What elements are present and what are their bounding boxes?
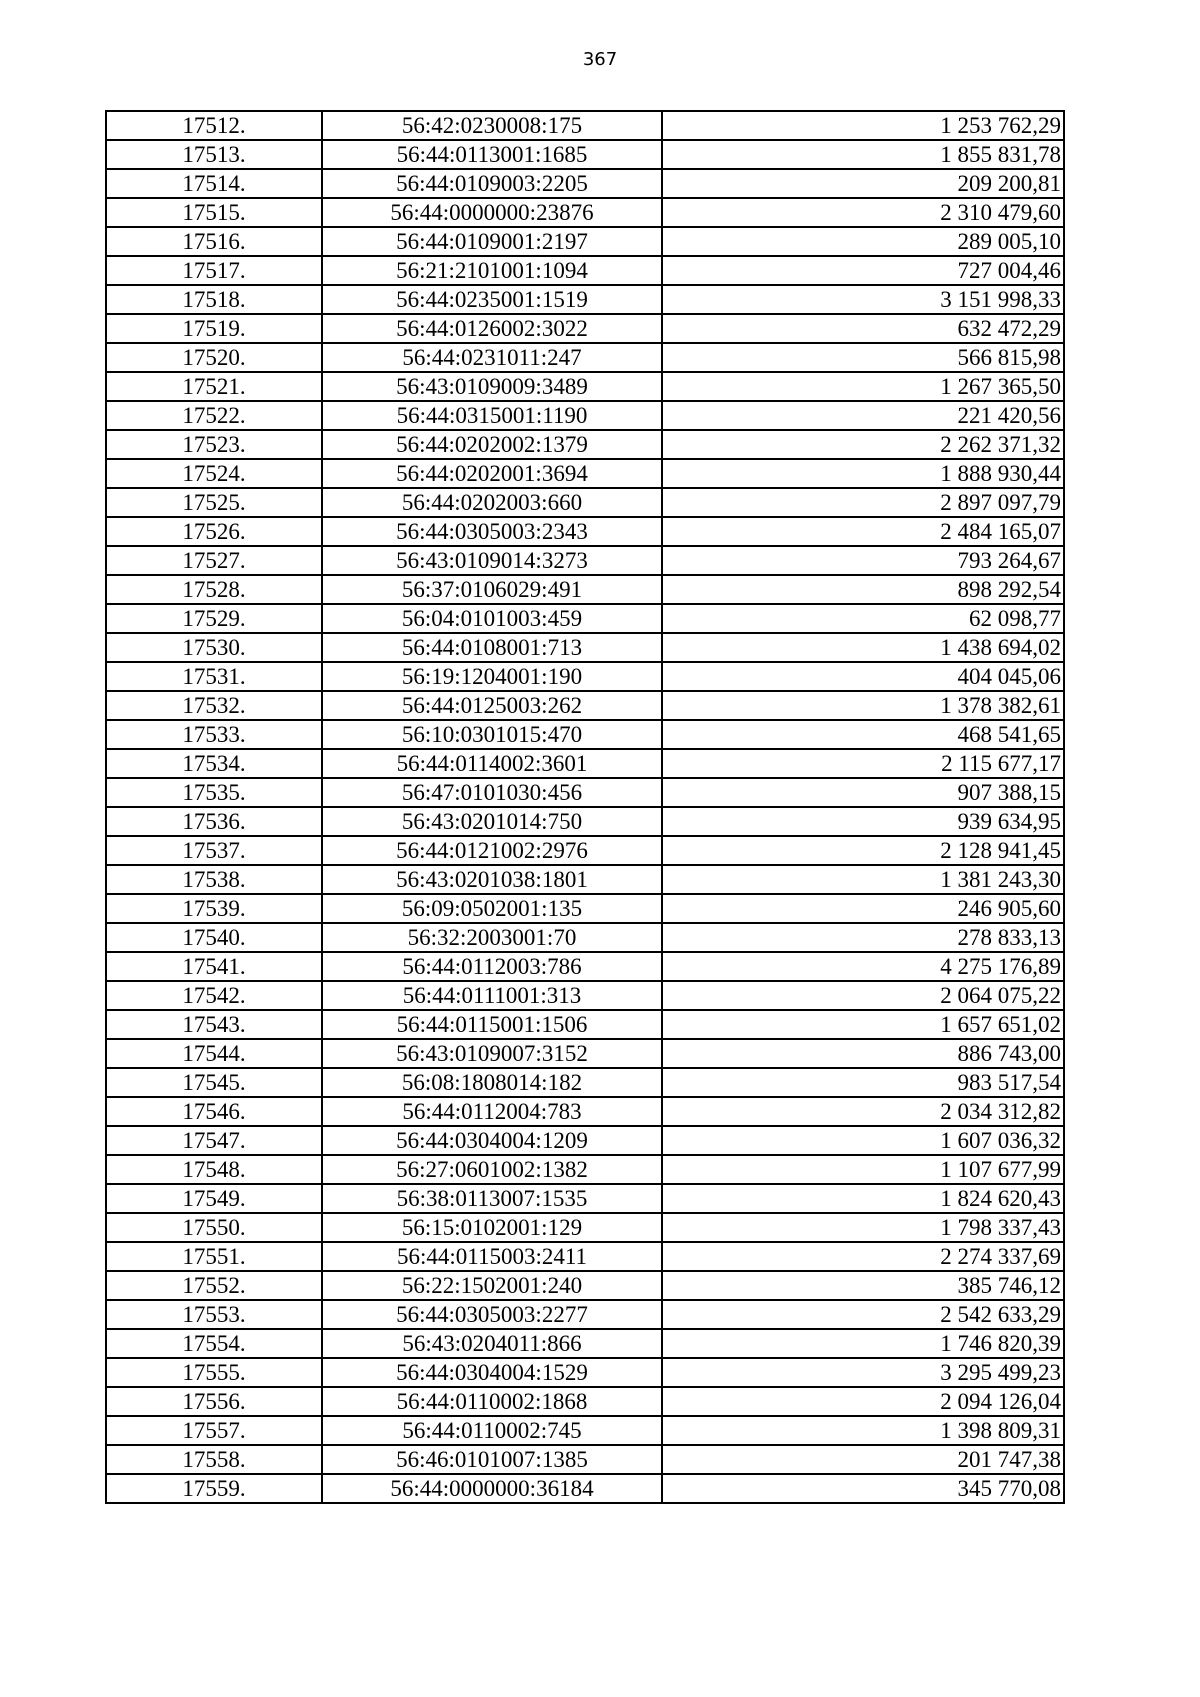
- row-number-cell: 17512.: [106, 111, 322, 140]
- cadastral-value-cell: 2 484 165,07: [662, 517, 1064, 546]
- cadastral-number-cell: 56:44:0113001:1685: [322, 140, 662, 169]
- row-number-cell: 17526.: [106, 517, 322, 546]
- row-number-cell: 17552.: [106, 1271, 322, 1300]
- cadastral-value-cell: 1 607 036,32: [662, 1126, 1064, 1155]
- table-row: [106, 1300, 1064, 1329]
- row-number-cell: 17547.: [106, 1126, 322, 1155]
- row-number-cell: 17531.: [106, 662, 322, 691]
- cadastral-value-cell: 4 275 176,89: [662, 952, 1064, 981]
- cadastral-value-cell: 886 743,00: [662, 1039, 1064, 1068]
- cadastral-value-cell: 209 200,81: [662, 169, 1064, 198]
- cadastral-number-cell: 56:19:1204001:190: [322, 662, 662, 691]
- row-number-cell: 17539.: [106, 894, 322, 923]
- cadastral-value-cell: 62 098,77: [662, 604, 1064, 633]
- row-number-cell: 17544.: [106, 1039, 322, 1068]
- cadastral-value-cell: 345 770,08: [662, 1474, 1064, 1503]
- table-row: [106, 1474, 1064, 1503]
- row-number-cell: 17534.: [106, 749, 322, 778]
- table-row: [106, 633, 1064, 662]
- table-row: [106, 662, 1064, 691]
- cadastral-value-cell: 1 824 620,43: [662, 1184, 1064, 1213]
- row-number-cell: 17535.: [106, 778, 322, 807]
- row-number-cell: 17525.: [106, 488, 322, 517]
- cadastral-value-cell: 2 115 677,17: [662, 749, 1064, 778]
- table-row: [106, 981, 1064, 1010]
- cadastral-value-cell: 1 888 930,44: [662, 459, 1064, 488]
- table-row: [106, 1242, 1064, 1271]
- table-row: [106, 314, 1064, 343]
- cadastral-value-cell: 246 905,60: [662, 894, 1064, 923]
- cadastral-number-cell: 56:44:0202002:1379: [322, 430, 662, 459]
- cadastral-number-cell: 56:44:0109001:2197: [322, 227, 662, 256]
- row-number-cell: 17521.: [106, 372, 322, 401]
- cadastral-number-cell: 56:15:0102001:129: [322, 1213, 662, 1242]
- table-row: [106, 198, 1064, 227]
- cadastral-number-cell: 56:44:0202001:3694: [322, 459, 662, 488]
- cadastral-number-cell: 56:44:0000000:36184: [322, 1474, 662, 1503]
- table-row: [106, 1126, 1064, 1155]
- cadastral-value-cell: 632 472,29: [662, 314, 1064, 343]
- row-number-cell: 17514.: [106, 169, 322, 198]
- page-number: 367: [582, 49, 618, 70]
- cadastral-value-cell: 1 378 382,61: [662, 691, 1064, 720]
- table-row: [106, 807, 1064, 836]
- table-row: [106, 459, 1064, 488]
- table-row: [106, 923, 1064, 952]
- cadastral-value-cell: 2 094 126,04: [662, 1387, 1064, 1416]
- cadastral-value-cell: 289 005,10: [662, 227, 1064, 256]
- table-row: [106, 256, 1064, 285]
- cadastral-value-cell: 1 438 694,02: [662, 633, 1064, 662]
- cadastral-number-cell: 56:44:0305003:2277: [322, 1300, 662, 1329]
- cadastral-number-cell: 56:43:0204011:866: [322, 1329, 662, 1358]
- row-number-cell: 17529.: [106, 604, 322, 633]
- cadastral-number-cell: 56:43:0201014:750: [322, 807, 662, 836]
- cadastral-value-cell: 2 310 479,60: [662, 198, 1064, 227]
- cadastral-number-cell: 56:09:0502001:135: [322, 894, 662, 923]
- row-number-cell: 17546.: [106, 1097, 322, 1126]
- cadastral-value-cell: 1 253 762,29: [662, 111, 1064, 140]
- table-row: [106, 1010, 1064, 1039]
- cadastral-value-cell: 566 815,98: [662, 343, 1064, 372]
- cadastral-value-cell: 1 381 243,30: [662, 865, 1064, 894]
- row-number-cell: 17518.: [106, 285, 322, 314]
- cadastral-value-cell: 221 420,56: [662, 401, 1064, 430]
- row-number-cell: 17548.: [106, 1155, 322, 1184]
- cadastral-number-cell: 56:47:0101030:456: [322, 778, 662, 807]
- cadastral-number-cell: 56:44:0110002:745: [322, 1416, 662, 1445]
- table-row: [106, 952, 1064, 981]
- row-number-cell: 17524.: [106, 459, 322, 488]
- cadastral-value-cell: 278 833,13: [662, 923, 1064, 952]
- table-row: [106, 749, 1064, 778]
- cadastral-number-cell: 56:44:0305003:2343: [322, 517, 662, 546]
- cadastral-value-cell: 3 295 499,23: [662, 1358, 1064, 1387]
- table-row: [106, 1358, 1064, 1387]
- table-row: [106, 575, 1064, 604]
- table-row: [106, 1039, 1064, 1068]
- row-number-cell: 17516.: [106, 227, 322, 256]
- table-row: [106, 1155, 1064, 1184]
- cadastral-value-cell: 2 128 941,45: [662, 836, 1064, 865]
- row-number-cell: 17554.: [106, 1329, 322, 1358]
- cadastral-value-cell: 983 517,54: [662, 1068, 1064, 1097]
- cadastral-number-cell: 56:44:0304004:1209: [322, 1126, 662, 1155]
- cadastral-number-cell: 56:27:0601002:1382: [322, 1155, 662, 1184]
- table-row: [106, 1329, 1064, 1358]
- table-row: [106, 1068, 1064, 1097]
- table-row: [106, 1097, 1064, 1126]
- table-row: [106, 372, 1064, 401]
- cadastral-value-cell: 2 262 371,32: [662, 430, 1064, 459]
- table-row: [106, 517, 1064, 546]
- cadastral-number-cell: 56:43:0109009:3489: [322, 372, 662, 401]
- row-number-cell: 17553.: [106, 1300, 322, 1329]
- row-number-cell: 17537.: [106, 836, 322, 865]
- cadastral-value-cell: 898 292,54: [662, 575, 1064, 604]
- cadastral-number-cell: 56:44:0109003:2205: [322, 169, 662, 198]
- table-row: [106, 894, 1064, 923]
- table-row: [106, 546, 1064, 575]
- table-row: [106, 604, 1064, 633]
- cadastral-number-cell: 56:44:0108001:713: [322, 633, 662, 662]
- table-row: [106, 1416, 1064, 1445]
- row-number-cell: 17550.: [106, 1213, 322, 1242]
- row-number-cell: 17558.: [106, 1445, 322, 1474]
- row-number-cell: 17532.: [106, 691, 322, 720]
- cadastral-value-cell: 1 398 809,31: [662, 1416, 1064, 1445]
- row-number-cell: 17528.: [106, 575, 322, 604]
- cadastral-value-cell: 1 657 651,02: [662, 1010, 1064, 1039]
- cadastral-number-cell: 56:44:0202003:660: [322, 488, 662, 517]
- table-row: [106, 836, 1064, 865]
- table-row: [106, 401, 1064, 430]
- cadastral-number-cell: 56:04:0101003:459: [322, 604, 662, 633]
- cadastral-value-cell: 793 264,67: [662, 546, 1064, 575]
- table-row: [106, 1184, 1064, 1213]
- cadastral-number-cell: 56:22:1502001:240: [322, 1271, 662, 1300]
- table-row: [106, 1213, 1064, 1242]
- row-number-cell: 17513.: [106, 140, 322, 169]
- table-row: [106, 430, 1064, 459]
- cadastral-value-cell: 939 634,95: [662, 807, 1064, 836]
- table-row: [106, 227, 1064, 256]
- cadastral-value-cell: 907 388,15: [662, 778, 1064, 807]
- row-number-cell: 17559.: [106, 1474, 322, 1503]
- cadastral-number-cell: 56:43:0109007:3152: [322, 1039, 662, 1068]
- table-row: [106, 111, 1064, 140]
- table-row: [106, 720, 1064, 749]
- row-number-cell: 17557.: [106, 1416, 322, 1445]
- row-number-cell: 17519.: [106, 314, 322, 343]
- cadastral-value-cell: 1 107 677,99: [662, 1155, 1064, 1184]
- cadastral-value-cell: 727 004,46: [662, 256, 1064, 285]
- row-number-cell: 17523.: [106, 430, 322, 459]
- row-number-cell: 17549.: [106, 1184, 322, 1213]
- row-number-cell: 17540.: [106, 923, 322, 952]
- cadastral-number-cell: 56:44:0114002:3601: [322, 749, 662, 778]
- row-number-cell: 17545.: [106, 1068, 322, 1097]
- cadastral-number-cell: 56:46:0101007:1385: [322, 1445, 662, 1474]
- table-row: [106, 343, 1064, 372]
- cadastral-number-cell: 56:44:0110002:1868: [322, 1387, 662, 1416]
- cadastral-number-cell: 56:10:0301015:470: [322, 720, 662, 749]
- row-number-cell: 17541.: [106, 952, 322, 981]
- table-row: [106, 1445, 1064, 1474]
- cadastral-value-cell: 468 541,65: [662, 720, 1064, 749]
- row-number-cell: 17533.: [106, 720, 322, 749]
- cadastral-value-cell: 385 746,12: [662, 1271, 1064, 1300]
- cadastral-number-cell: 56:44:0112004:783: [322, 1097, 662, 1126]
- cadastral-number-cell: 56:44:0304004:1529: [322, 1358, 662, 1387]
- row-number-cell: 17556.: [106, 1387, 322, 1416]
- row-number-cell: 17515.: [106, 198, 322, 227]
- row-number-cell: 17555.: [106, 1358, 322, 1387]
- cadastral-value-cell: 1 267 365,50: [662, 372, 1064, 401]
- row-number-cell: 17520.: [106, 343, 322, 372]
- cadastral-number-cell: 56:44:0115003:2411: [322, 1242, 662, 1271]
- cadastral-value-cell: 2 064 075,22: [662, 981, 1064, 1010]
- table-row: [106, 285, 1064, 314]
- row-number-cell: 17517.: [106, 256, 322, 285]
- row-number-cell: 17536.: [106, 807, 322, 836]
- row-number-cell: 17542.: [106, 981, 322, 1010]
- cadastral-value-cell: 201 747,38: [662, 1445, 1064, 1474]
- cadastral-value-cell: 404 045,06: [662, 662, 1064, 691]
- cadastral-value-cell: 2 542 633,29: [662, 1300, 1064, 1329]
- table-row: [106, 1271, 1064, 1300]
- cadastral-number-cell: 56:44:0121002:2976: [322, 836, 662, 865]
- table-row: [106, 865, 1064, 894]
- cadastral-number-cell: 56:21:2101001:1094: [322, 256, 662, 285]
- cadastral-number-cell: 56:44:0126002:3022: [322, 314, 662, 343]
- cadastral-value-cell: 2 034 312,82: [662, 1097, 1064, 1126]
- row-number-cell: 17543.: [106, 1010, 322, 1039]
- row-number-cell: 17551.: [106, 1242, 322, 1271]
- row-number-cell: 17527.: [106, 546, 322, 575]
- table-body: [106, 111, 1064, 1503]
- cadastral-value-cell: 1 855 831,78: [662, 140, 1064, 169]
- cadastral-number-cell: 56:42:0230008:175: [322, 111, 662, 140]
- table-row: [106, 169, 1064, 198]
- cadastral-number-cell: 56:44:0115001:1506: [322, 1010, 662, 1039]
- cadastral-value-cell: 1 798 337,43: [662, 1213, 1064, 1242]
- cadastral-number-cell: 56:44:0111001:313: [322, 981, 662, 1010]
- cadastral-number-cell: 56:44:0235001:1519: [322, 285, 662, 314]
- cadastral-number-cell: 56:43:0109014:3273: [322, 546, 662, 575]
- cadastral-number-cell: 56:44:0112003:786: [322, 952, 662, 981]
- cadastral-number-cell: 56:32:2003001:70: [322, 923, 662, 952]
- cadastral-value-cell: 2 897 097,79: [662, 488, 1064, 517]
- table-row: [106, 691, 1064, 720]
- cadastral-value-cell: 2 274 337,69: [662, 1242, 1064, 1271]
- row-number-cell: 17530.: [106, 633, 322, 662]
- table-row: [106, 140, 1064, 169]
- cadastral-value-table: [105, 110, 1065, 1504]
- table-row: [106, 1387, 1064, 1416]
- cadastral-number-cell: 56:44:0315001:1190: [322, 401, 662, 430]
- row-number-cell: 17538.: [106, 865, 322, 894]
- table-row: [106, 778, 1064, 807]
- cadastral-value-cell: 1 746 820,39: [662, 1329, 1064, 1358]
- cadastral-number-cell: 56:08:1808014:182: [322, 1068, 662, 1097]
- cadastral-number-cell: 56:44:0000000:23876: [322, 198, 662, 227]
- cadastral-number-cell: 56:43:0201038:1801: [322, 865, 662, 894]
- cadastral-number-cell: 56:37:0106029:491: [322, 575, 662, 604]
- cadastral-number-cell: 56:38:0113007:1535: [322, 1184, 662, 1213]
- table-row: [106, 488, 1064, 517]
- cadastral-number-cell: 56:44:0125003:262: [322, 691, 662, 720]
- cadastral-value-cell: 3 151 998,33: [662, 285, 1064, 314]
- row-number-cell: 17522.: [106, 401, 322, 430]
- cadastral-number-cell: 56:44:0231011:247: [322, 343, 662, 372]
